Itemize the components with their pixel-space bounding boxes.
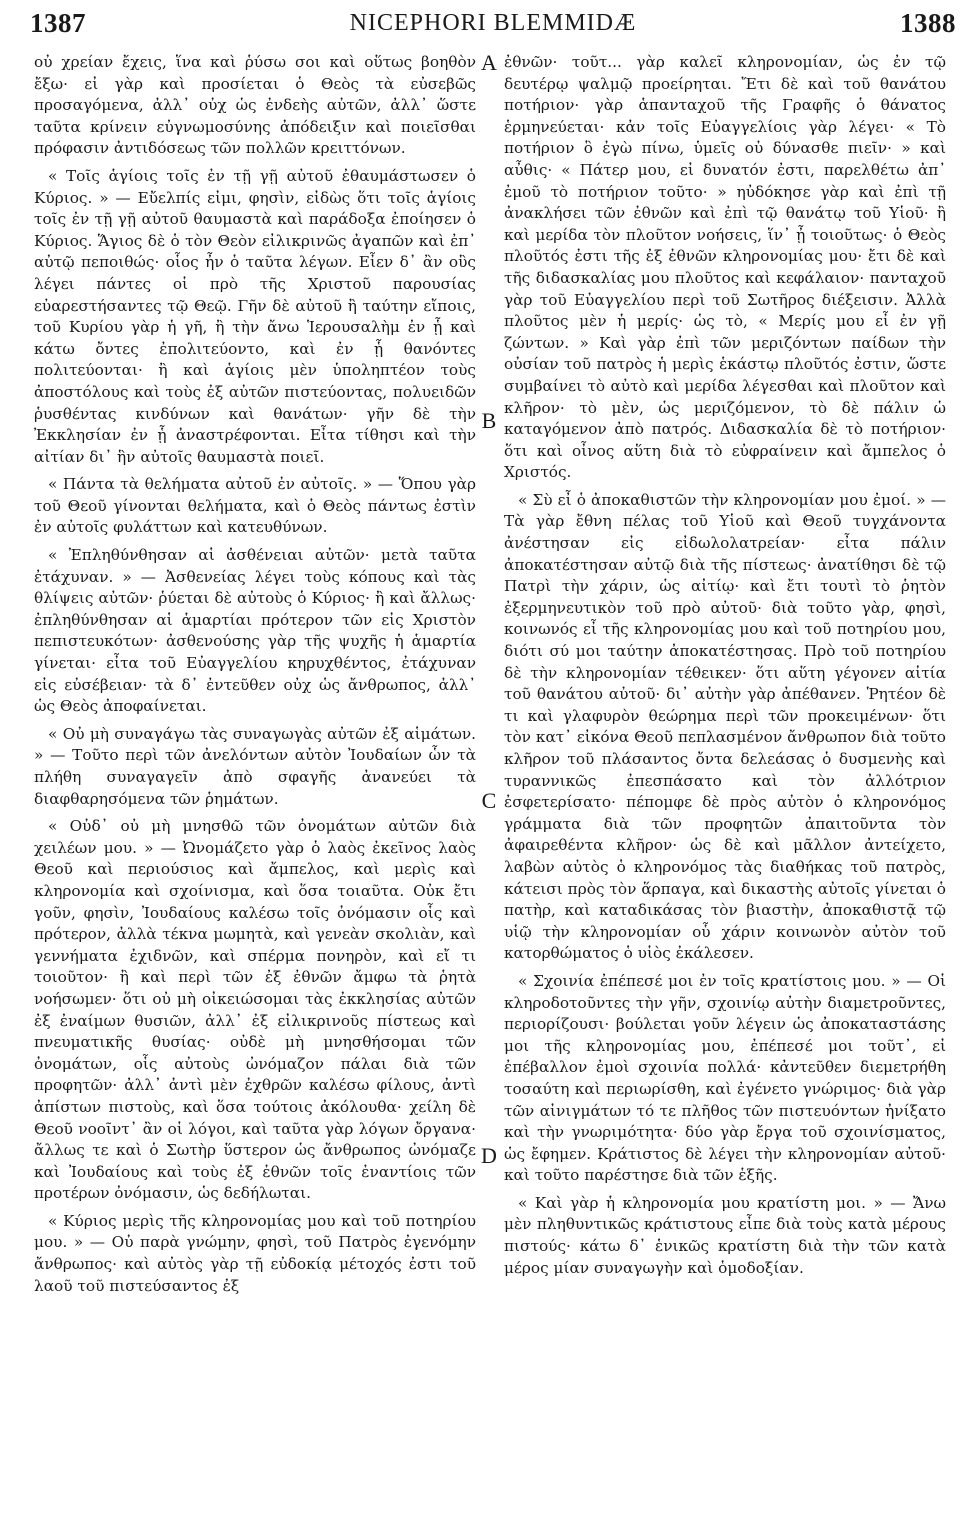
paragraph: « Σχοινία ἐπέπεσέ μοι ἐν τοῖς κρατίστοις μου. » — Οἱ κληροδοτοῦντες τὴν γῆν, σχοινίῳ αὐτὴν διαμετροῦντες, περιορίζουσι· βούλεται γοῦν λέγειν ὡς ἀποκαταστάσης μοι τῆς κληρονομίας μου, ἐπέπεσέ μοι τοῦτ᾿, εἰ ἐπέβαλλον ἐμοὶ σχοινία πολλά· κἀντεῦθεν διεμετρήθη τοσαύτη καὶ περιωρίσθη, καὶ ἐγένετο γνώριμος· διὰ γὰρ τῶν αἰνιγμάτων τό τε πλῆθος τῶν πιστευόντων ἠνίξατο καὶ τὴν γνωριμότητα· δύο γὰρ ἔργα τοῦ σχοινίσματος, ὡς ἔφημεν. Κράτιστος δὲ λέγει τὴν κληρονομίαν αὐτοῦ· καὶ τοῦτο παρέστησε διὰ τῶν ἑξῆς. [504, 971, 946, 1185]
paragraph: « Τοῖς ἁγίοις τοῖς ἐν τῇ γῇ αὐτοῦ ἐθαυμάστωσεν ὁ Κύριος. » — Εὔελπίς εἰμι, φησὶν, εἰδὼς ὅτι τοῖς ἁγίοις τοῖς ἐν τῇ γῇ αὐτοῦ θαυμαστὰ καὶ παράδοξα ἐποίησεν ὁ Κύριος. Ἅγιος δὲ ὁ τὸν Θεὸν εἰλικρινῶς ἀγαπῶν καὶ ἐπ᾿ αὐτῷ πεποιθώς· οἷος ἦν ὁ ταῦτα λέγων. Εἶεν δ᾿ ἂν οὓς λέγει πάντες οἱ πρὸ τῆς Χριστοῦ παρουσίας εὐαρεστήσαντες τῷ Θεῷ. Γῆν δὲ αὐτοῦ ἢ ταύτην εἴποις, τοῦ Κυρίου γὰρ ἡ γῆ, ἢ τὴν ἄνω Ἱερουσαλὴμ ἐν ᾗ καὶ κάτω ὄντες ἐπολιτεύοντο, καὶ ἐν ᾗ θανόντες πολιτεύονται· ἢ καὶ ἁγίοις μὲν ὑποληπτέον τοὺς ἀποστόλους καὶ τοὺς ἐξ αὐτῶν πιστεύοντας, πολυειδῶν ῥυσθέντας κινδύνων καὶ θανάτων· γῆν δὲ τὴν Ἐκκλησίαν ἐν ᾗ ἀναστρέφονται. Εἶτα τίθησι καὶ τὴν αἰτίαν δι᾿ ἣν αὐτοῖς θαυμαστὰ ποιεῖ. [34, 166, 476, 466]
paragraph: « Καὶ γὰρ ἡ κληρονομία μου κρατίστη μοι. » — Ἄνω μὲν πληθυντικῶς κράτιστους εἶπε διὰ τοὺς κατὰ μέρους πιστούς· κάτω δ᾿ ἑνικῶς κρατίστη διὰ τὴν τῶν κατὰ μέρος μίαν συναγωγὴν καὶ ὁμοδοξίαν. [504, 1193, 946, 1277]
paragraph: « Κύριος μερὶς τῆς κληρονομίας μου καὶ τοῦ ποτηρίου μου. » — Οὐ παρὰ γνώμην, φησὶ, τοῦ Πατρὸς ἐγενόμην ἄνθρωπος· καὶ αὐτὸς γὰρ τῇ εὐδοκίᾳ μέτοχός ἐστι τοῦ λαοῦ τοῦ πιστεύσαντος ἐξ [34, 1211, 476, 1295]
paragraph: « Ἐπληθύνθησαν αἱ ἀσθένειαι αὐτῶν· μετὰ ταῦτα ἐτάχυναν. » — Ἀσθενείας λέγει τοὺς κόπους καὶ τὰς θλίψεις αὐτῶν· ῥύεται δὲ αὐτοὺς ὁ Κύριος· ἢ καὶ ἄλλως· ἐπληθύνθησαν αἱ ἁμαρτίαι πρότερον τῶν εἰς Χριστὸν πεπιστευκότων· ἀσθενούσης γὰρ τῆς ψυχῆς ἡ ἁμαρτία γίνεται· εἶτα τοῦ Εὐαγγελίου κηρυχθέντος, ἐτάχυναν εἰς εὐσέβειαν· τὰ δ᾿ ἐντεῦθεν οὐχ ὡς ἄνθρωπος, ἀλλ᾿ ὡς Θεὸς ἀποφαίνεται. [34, 546, 476, 716]
paragraph: « Σὺ εἶ ὁ ἀποκαθιστῶν τὴν κληρονομίαν μου ἐμοί. » — Τὰ γὰρ ἔθνη πέλας τοῦ Υἱοῦ καὶ Θεοῦ τυγχάνοντα ἀνέστησαν εἰς εἰδωλολατρείαν· εἶτα πάλιν ἀποκατέστησαν αὐτῷ διὰ τῆς πίστεως· ἀνατίθησι δὲ τῷ Πατρὶ τὴν χάριν, ὡς αἰτίῳ· καὶ ἔτι τουτὶ τὸ ῥητὸν ἐξερμηνευτικὸν τοῦ πρὸ αὐτοῦ· διὰ τοῦτο γὰρ, φησὶ, κοινωνός εἶ τῆς κληρονομίας μου καὶ τοῦ ποτηρίου μου, διότι σύ μοι ταύτην ἀποκατέστησας. Πρὸ τοῦ ποτηρίου δὲ τὴν κληρονομίαν τέθεικεν· ὅτι αὕτη γέγονεν αἰτία τοῦ θανάτου αὐτοῦ· δι᾿ αὐτὴν γὰρ ἀπέθανεν. Ῥητέον δὲ τι καὶ γλαφυρὸν θεώρημα περὶ τῶν προκειμένων· ὅτι τὸν κατ᾿ εἰκόνα Θεοῦ πεπλασμένον ἄνθρωπον διὰ τοῦτο κλῆρον τοῦ πλάσαντος ὄντα δελεάσας ὁ δυσμενὴς καὶ τυραννικῶς ἐπεσπάσατο καὶ τὸν ἀλλότριον ἐσφετερίσατο· πέπομφε δὲ πρὸς αὐτὸν ὁ κληρονόμος γράμματα διὰ τῶν προφητῶν ἀπαιτοῦντα τὸν ἀφαιρεθέντα κλῆρον· ὡς δὲ καὶ μᾶλλον ἀντείχετο, λαβὼν αὐτὸς ὁ κληρονόμος τὰς διαθήκας τοῦ πατρὸς, κάτεισι πρὸς τὸν ἅρπαγα, καὶ δικαστὴς αὐτοῖς γίνεται ὁ πατὴρ, καὶ καταδικάσας τὸν βιαστὴν, ἀποκαθιστᾷ τῷ υἱῷ τὴν κληρονομίαν οὗ χάριν κοινωνὸν αὐτὸν τοῦ κατορθώματος ὁ υἱὸς ἐκάλεσεν. [504, 490, 946, 963]
page-number-left: 1387 [30, 8, 86, 38]
margin-marker-c: C [481, 788, 497, 813]
margin-marker-b: B [481, 408, 497, 433]
running-header [30, 8, 956, 48]
paragraph: « Πάντα τὰ θελήματα αὐτοῦ ἐν αὐτοῖς. » — Ὅπου γὰρ τοῦ Θεοῦ γίνονται θελήματα, καὶ ὁ Θεὸς πάντως ἐστὶν ἐν αὐτοῖς φυλάττων καὶ κατευθύνων. [34, 475, 476, 537]
paragraph: ἐθνῶν· τοῦτ... γὰρ καλεῖ κληρονομίαν, ὡς ἐν τῷ δευτέρῳ ψαλμῷ προείρηται. Ἔτι δὲ καὶ τοῦ θανάτου ποτήριον· γὰρ ἁπανταχοῦ τῆς Γραφῆς ὁ θάνατος ἑρμηνεύεται· κἀν τοῖς Εὐαγγελίοις γὰρ λέγει· « Τὸ ποτήριον ὃ ἐγὼ πίνω, ὑμεῖς οὐ δύνασθε πιεῖν· » καὶ αὖθις· « Πάτερ μου, εἰ δυνατόν ἐστι, παρελθέτω ἀπ᾿ ἐμοῦ τὸ ποτήριον τοῦτο· » ηὐδόκησε γὰρ καὶ ἐπὶ τῇ ἀνακλήσει τῶν ἐθνῶν καὶ ἐπὶ τῷ θανάτῳ τοῦ Υἱοῦ· ἢ καὶ μερίδα τὸν πλοῦτον νοήσεις, ἵν᾿ ᾖ τοιοῦτως· ὁ Θεὸς πλοῦτός ἐστι τῆς ἐξ ἐθνῶν κληρονομίας μου· ἔτι δὲ καὶ τῆς διδασκαλίας μου πλοῦτος καὶ κεφάλαιον· πανταχοῦ γὰρ τοῦ Εὐαγγελίου περὶ τοῦ Σωτῆρος διέξεισιν. Ἀλλὰ πλοῦτος μὲν ἡ μερίς· ὡς τὸ, « Μερίς μου εἶ ἐν γῇ ζώντων. » Καὶ γὰρ ἐπὶ τῶν μεριζόντων παίδων τὴν οὐσίαν τοῦ πατρὸς ἡ μερὶς ἑκάστῳ πλοῦτός ἐστιν, ὥστε συμβαίνει τὸ αὐτὸ καὶ μερίδα λέγεσθαι καὶ πλοῦτον καὶ κλῆρον· τὸ μὲν, ὡς μεριζόμενον, τὸ δὲ πάλιν ὡ καταγόμενον ἀπὸ πατρός. Διδασκαλία δὲ τὸ ποτήριον· ὅτι καὶ οἶνος αὕτη διὰ τὸ εὐφραίνειν καὶ ἄμπελος ὁ Χριστός. [504, 53, 946, 482]
left-column [34, 52, 476, 1297]
margin-marker-d: D [481, 1143, 497, 1168]
paragraph: « Οὐδ᾿ οὐ μὴ μνησθῶ τῶν ὀνομάτων αὐτῶν διὰ χειλέων μου. » — Ὠνομάζετο γὰρ ὁ λαὸς ἐκεῖνος λαὸς Θεοῦ καὶ περιούσιος καὶ ἄμπελος, καὶ μερὶς καὶ κληρονομία καὶ σχοίνισμα, καὶ ὅσα τοιαῦτα. Οὐκ ἔτι γοῦν, φησὶν, Ἰουδαίους καλέσω τοῖς ὀνόμασιν οἷς καὶ πρότερον, ἀλλὰ τέκνα μωμητὰ, καὶ γενεὰν σκολιὰν, καὶ γεννήματα ἐχιδνῶν, καὶ σπέρμα πονηρὸν, καὶ εἴ τι τοιοῦτον· ἢ καὶ περὶ τῶν ἐξ ἐθνῶν ἄμφω τὰ ῥητὰ νοήσωμεν· ὅτι οὐ μὴ οἰκειώσομαι τὰς ἐκκλησίας αὐτῶν ἐξ ἐναίμων θυσιῶν, ἀλλ᾿ ἐξ εἰλικρινοῦς πίστεως καὶ πνευματικῆς θυσίας· οὐδὲ μὴ μνησθήσομαι τῶν ὀνομάτων, οἷς αὐτοὺς ὠνόμαζον πάλαι διὰ τῶν προφητῶν· ἀλλ᾿ ἀντὶ μὲν ἐχθρῶν καλέσω φίλους, ἀντὶ ἀπίστων πιστοὺς, καὶ ὅσα τούτοις ἀκόλουθα· χείλη δὲ Θεοῦ νοοῖντ᾿ ἂν οἱ λόγοι, καὶ ταῦτα γὰρ λόγων ὄργανα· ἄλλως τε καὶ ὁ Σωτὴρ ὕστερον ὡς ἄνθρωπος ὠνόμαζε καὶ Ἰουδαίους καὶ τοὺς ἐξ ἐθνῶν τοῖς ἐναντίοις τῶν προτέρων ὀνόμασιν, ὡς δεδήλωται. [34, 817, 476, 1203]
running-title: NICEPHORI BLEMMIDÆ [349, 10, 637, 36]
right-column [504, 52, 946, 1279]
margin-marker-a: A [481, 50, 497, 75]
paragraph: οὐ χρείαν ἔχεις, ἵνα καὶ ῥύσω σοι καὶ οὕτως βοηθὸν ἔξω· εἰ γὰρ καὶ προσίεται ὁ Θεὸς τὰ εὐσεβῶς προσαγόμενα, ἀλλ᾿ οὐχ ὡς ἐνδεὴς αὐτῶν, ἀλλ᾿ ὥστε ταῦτα κρίνειν εὐγνωμοσύνης ἀπόδειξιν καὶ ποιεῖσθαι πρόφασιν ἀντιδόσεως τῶν πολλῶν κρειττόνων. [34, 53, 476, 158]
page-number-right: 1388 [900, 8, 956, 38]
paragraph: « Οὐ μὴ συναγάγω τὰς συναγωγὰς αὐτῶν ἐξ αἱμάτων. » — Τοῦτο περὶ τῶν ἀνελόντων αὐτὸν Ἰουδαίων ὧν τὰ πλήθη συναγαγεῖν ἀπὸ σφαγῆς ἀνανεύει τὰ διαφθαρησόμενα τῶν ῥημάτων. [34, 724, 476, 808]
